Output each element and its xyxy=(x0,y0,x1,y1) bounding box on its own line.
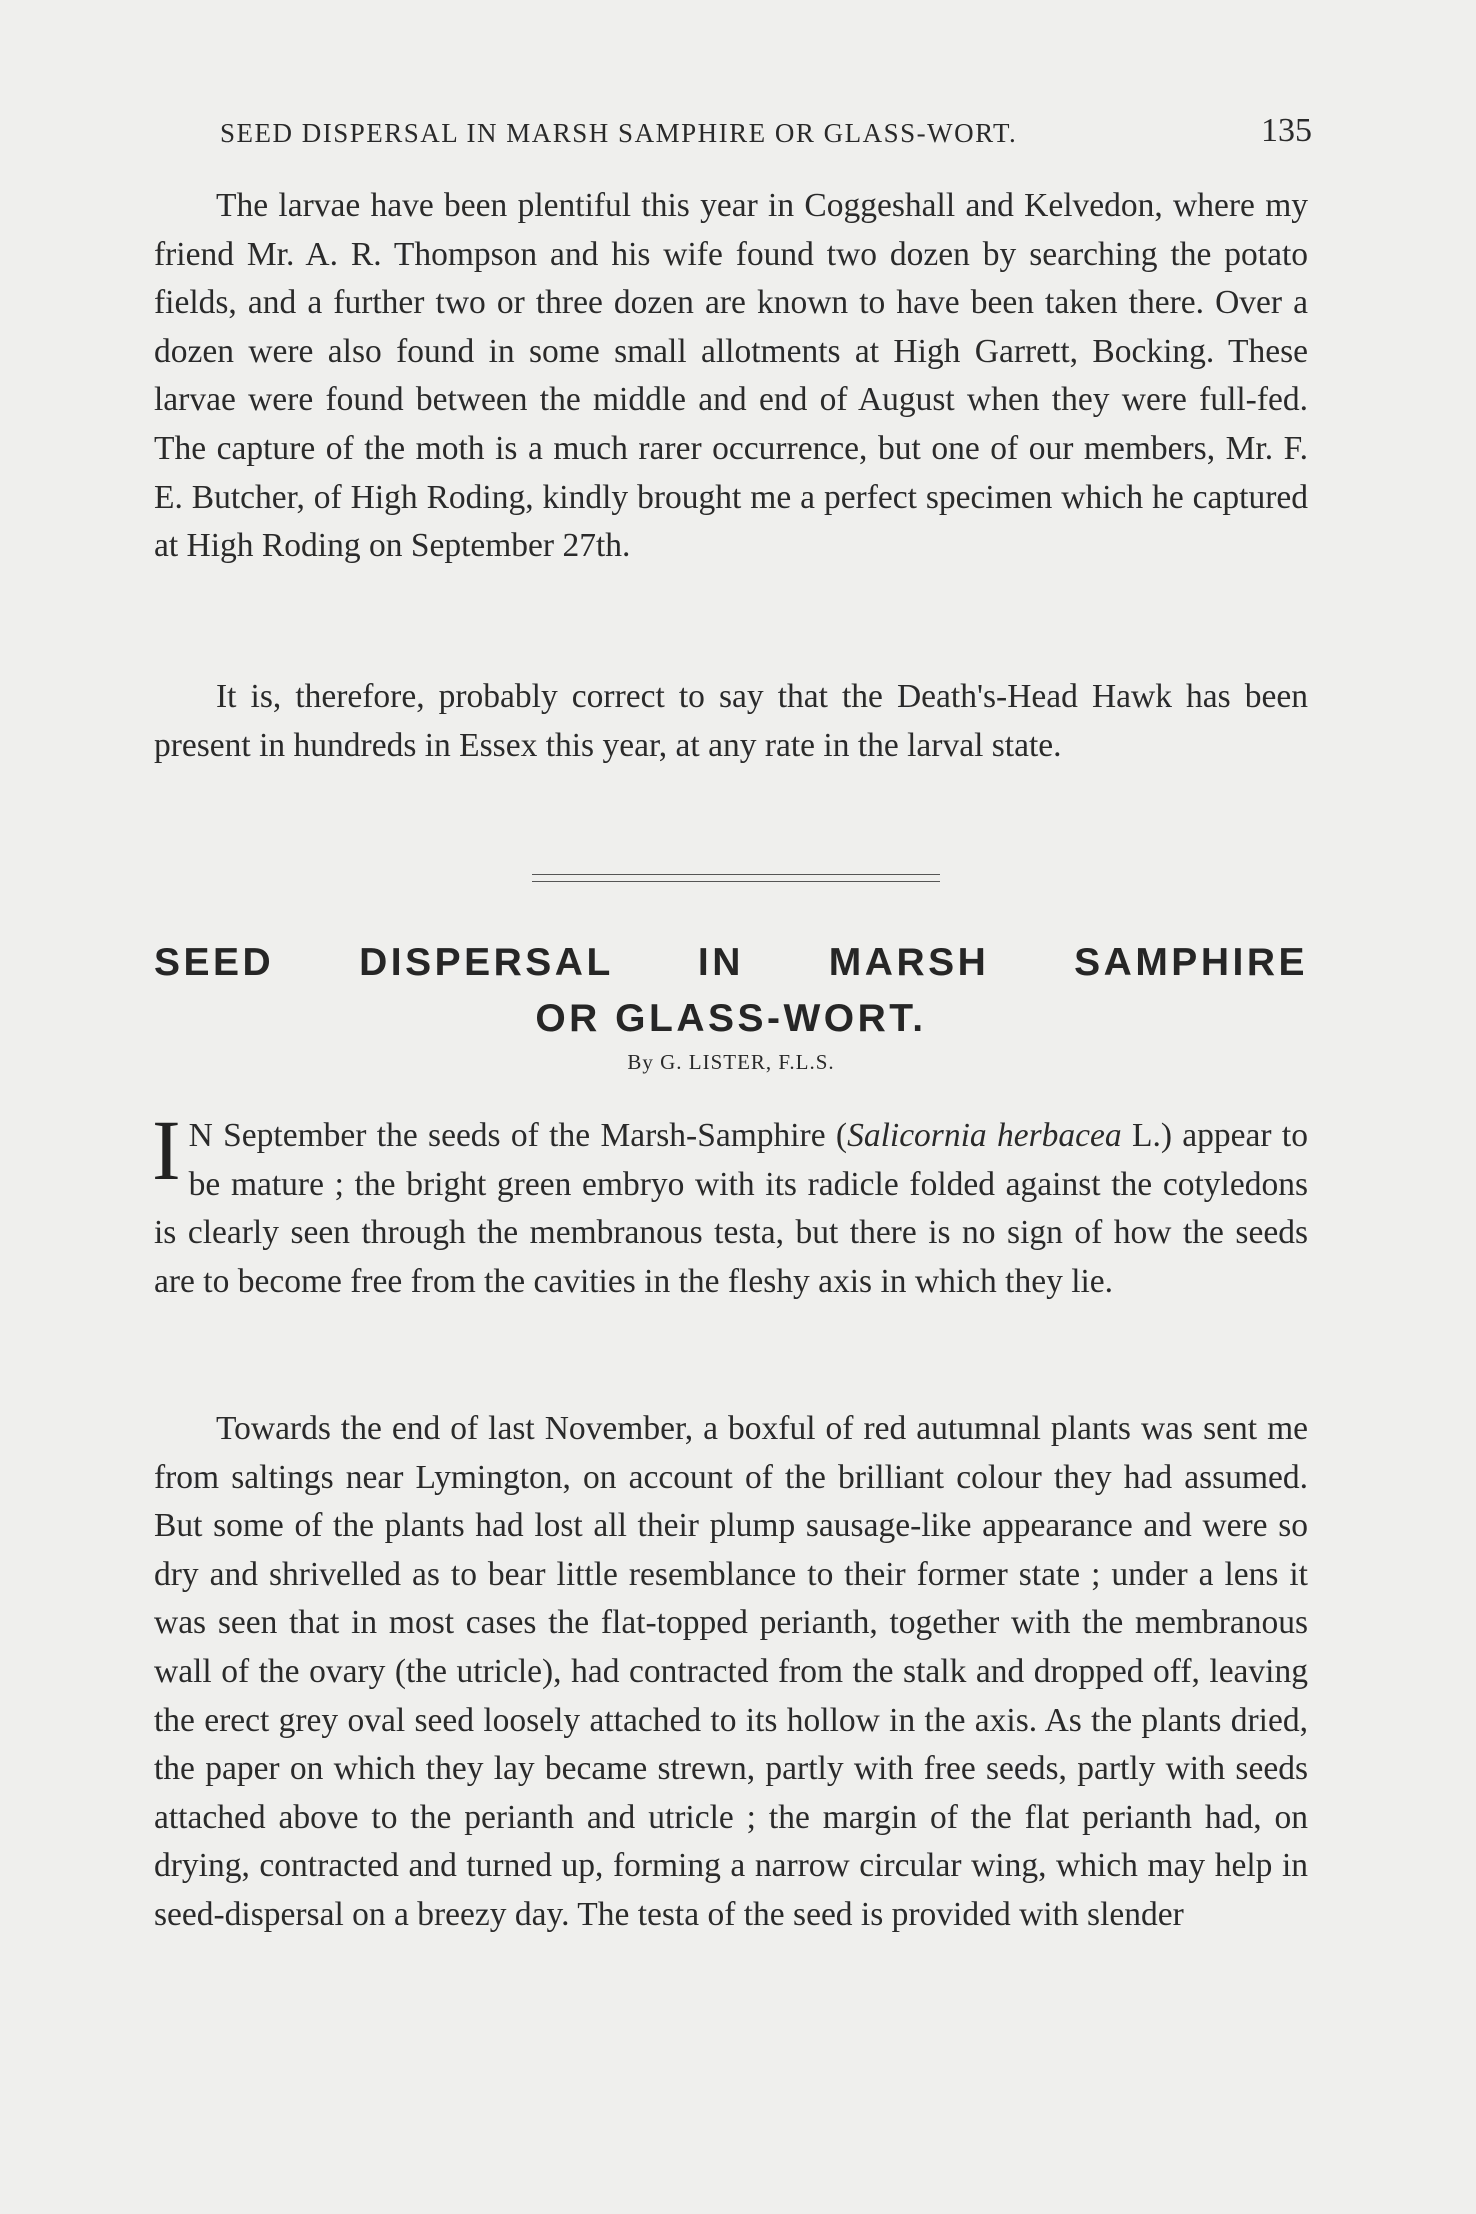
paragraph-november: Towards the end of last November, a boxful of red autumnal plants was sent me from saltings near Lymington, on account of the brilliant colour they had assumed. But some of the plants had lost all their plump sausage-like appearance and were so dry and shrivelled as to bear little resemblance to their former state ; under a lens it was seen that in most cases the flat-topped perianth, together with the membranous wall of the ovary (the utricle), had contracted from the stalk and dropped off, leaving the erect grey oval seed loosely attached to its hollow in the axis. As the plants dried, the paper on which they lay became strewn, partly with free seeds, partly with seeds attached above to the perianth and utricle ; the margin of the flat perianth had, on drying, contracted and turned up, forming a narrow circular wing, which may help in seed-dispersal on a breezy day. The testa of the seed is provided with slender xyxy=(154,1410,1308,1933)
paragraph-september-start: N September the seeds of the Marsh-Samphire ( xyxy=(188,1117,848,1154)
article-title xyxy=(154,935,1308,1047)
species-name: Salicornia herbacea xyxy=(847,1117,1122,1154)
paragraph-larvae: The larvae have been plentiful this year in Coggeshall and Kelvedon, where my friend Mr. A. R. Thompson and his wife found two dozen by searching the potato fields, and a further two or three dozen are known to have been taken there. Over a dozen were also found in some small allotments at High Garrett, Bocking. These larvae were found between the middle and end of August when they were full-fed. The capture of the moth is a much rarer occurrence, but one of our members, Mr. F. E. Butcher, of High Roding, kindly brought me a perfect specimen which he captured at High Roding on September 27th. xyxy=(154,187,1308,565)
opening-paragraph-block xyxy=(152,1102,1308,1306)
page-number: 135 xyxy=(1261,112,1312,149)
running-head xyxy=(220,112,1312,152)
paragraph-september xyxy=(152,1102,1308,1306)
article-title-line-1: SEED DISPERSAL IN MARSH SAMPHIRE xyxy=(154,941,1308,984)
author-byline: By G. LISTER, F.L.S. xyxy=(627,1050,835,1074)
section-divider xyxy=(532,874,940,882)
running-head-title: SEED DISPERSAL IN MARSH SAMPHIRE OR GLASS-WORT. xyxy=(220,118,1018,148)
paragraph-deaths-head: It is, therefore, probably correct to say that the Death's-Head Hawk has been present in hundreds in Essex this year, at any rate in the larval state. xyxy=(154,678,1308,764)
article-title-line-2: OR GLASS-WORT. xyxy=(535,997,927,1040)
paragraph-september-rest: L.) appear to be mature ; the bright green embryo with its radicle folded against the cotyledons is clearly seen through the membranous testa, but there is no sign of how the seeds are to become free from the cavities in the fleshy axis in which they lie. xyxy=(154,1117,1308,1300)
drop-cap: I xyxy=(152,1102,181,1198)
